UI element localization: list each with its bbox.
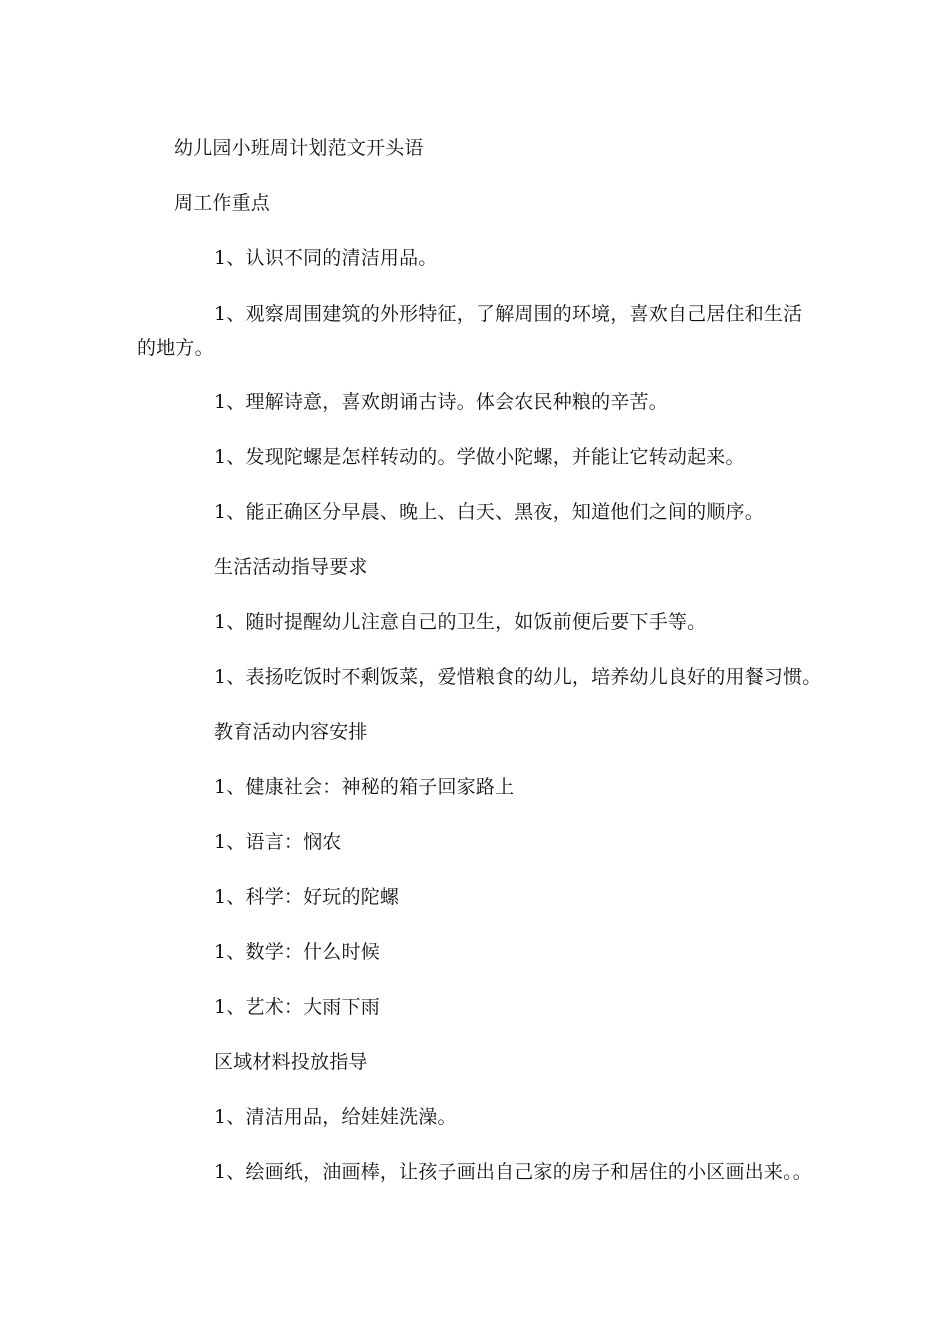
weekly-focus-item: 1、能正确区分早晨、晚上、白天、黑夜，知道他们之间的顺序。 <box>214 501 764 523</box>
education-item: 1、科学：好玩的陀螺 <box>214 886 400 908</box>
section-life-heading: 生活活动指导要求 <box>214 556 368 578</box>
life-item: 1、随时提醒幼儿注意自己的卫生，如饭前便后要下手等。 <box>214 611 707 633</box>
section-education-heading: 教育活动内容安排 <box>214 721 368 743</box>
weekly-focus-item-continuation: 的地方。 <box>137 337 214 359</box>
weekly-focus-item: 1、观察周围建筑的外形特征，了解周围的环境，喜欢自己居住和生活 <box>214 303 803 325</box>
area-item: 1、绘画纸，油画棒，让孩子画出自己家的房子和居住的小区画出来。。 <box>214 1161 812 1183</box>
life-item: 1、表扬吃饭时不剩饭菜，爱惜粮食的幼儿，培养幼儿良好的用餐习惯。 <box>214 666 822 688</box>
document-title: 幼儿园小班周计划范文开头语 <box>174 137 424 159</box>
weekly-focus-item: 1、理解诗意，喜欢朗诵古诗。体会农民种粮的辛苦。 <box>214 391 668 413</box>
section-weekly-focus-heading: 周工作重点 <box>174 192 271 214</box>
education-item: 1、语言：悯农 <box>214 831 342 853</box>
education-item: 1、数学：什么时候 <box>214 941 380 963</box>
area-item: 1、清洁用品，给娃娃洗澡。 <box>214 1106 457 1128</box>
education-item: 1、艺术：大雨下雨 <box>214 996 380 1018</box>
education-item: 1、健康社会：神秘的箱子回家路上 <box>214 776 515 798</box>
weekly-focus-item: 1、认识不同的清洁用品。 <box>214 247 438 269</box>
section-area-heading: 区域材料投放指导 <box>214 1051 368 1073</box>
weekly-focus-item: 1、发现陀螺是怎样转动的。学做小陀螺，并能让它转动起来。 <box>214 446 745 468</box>
